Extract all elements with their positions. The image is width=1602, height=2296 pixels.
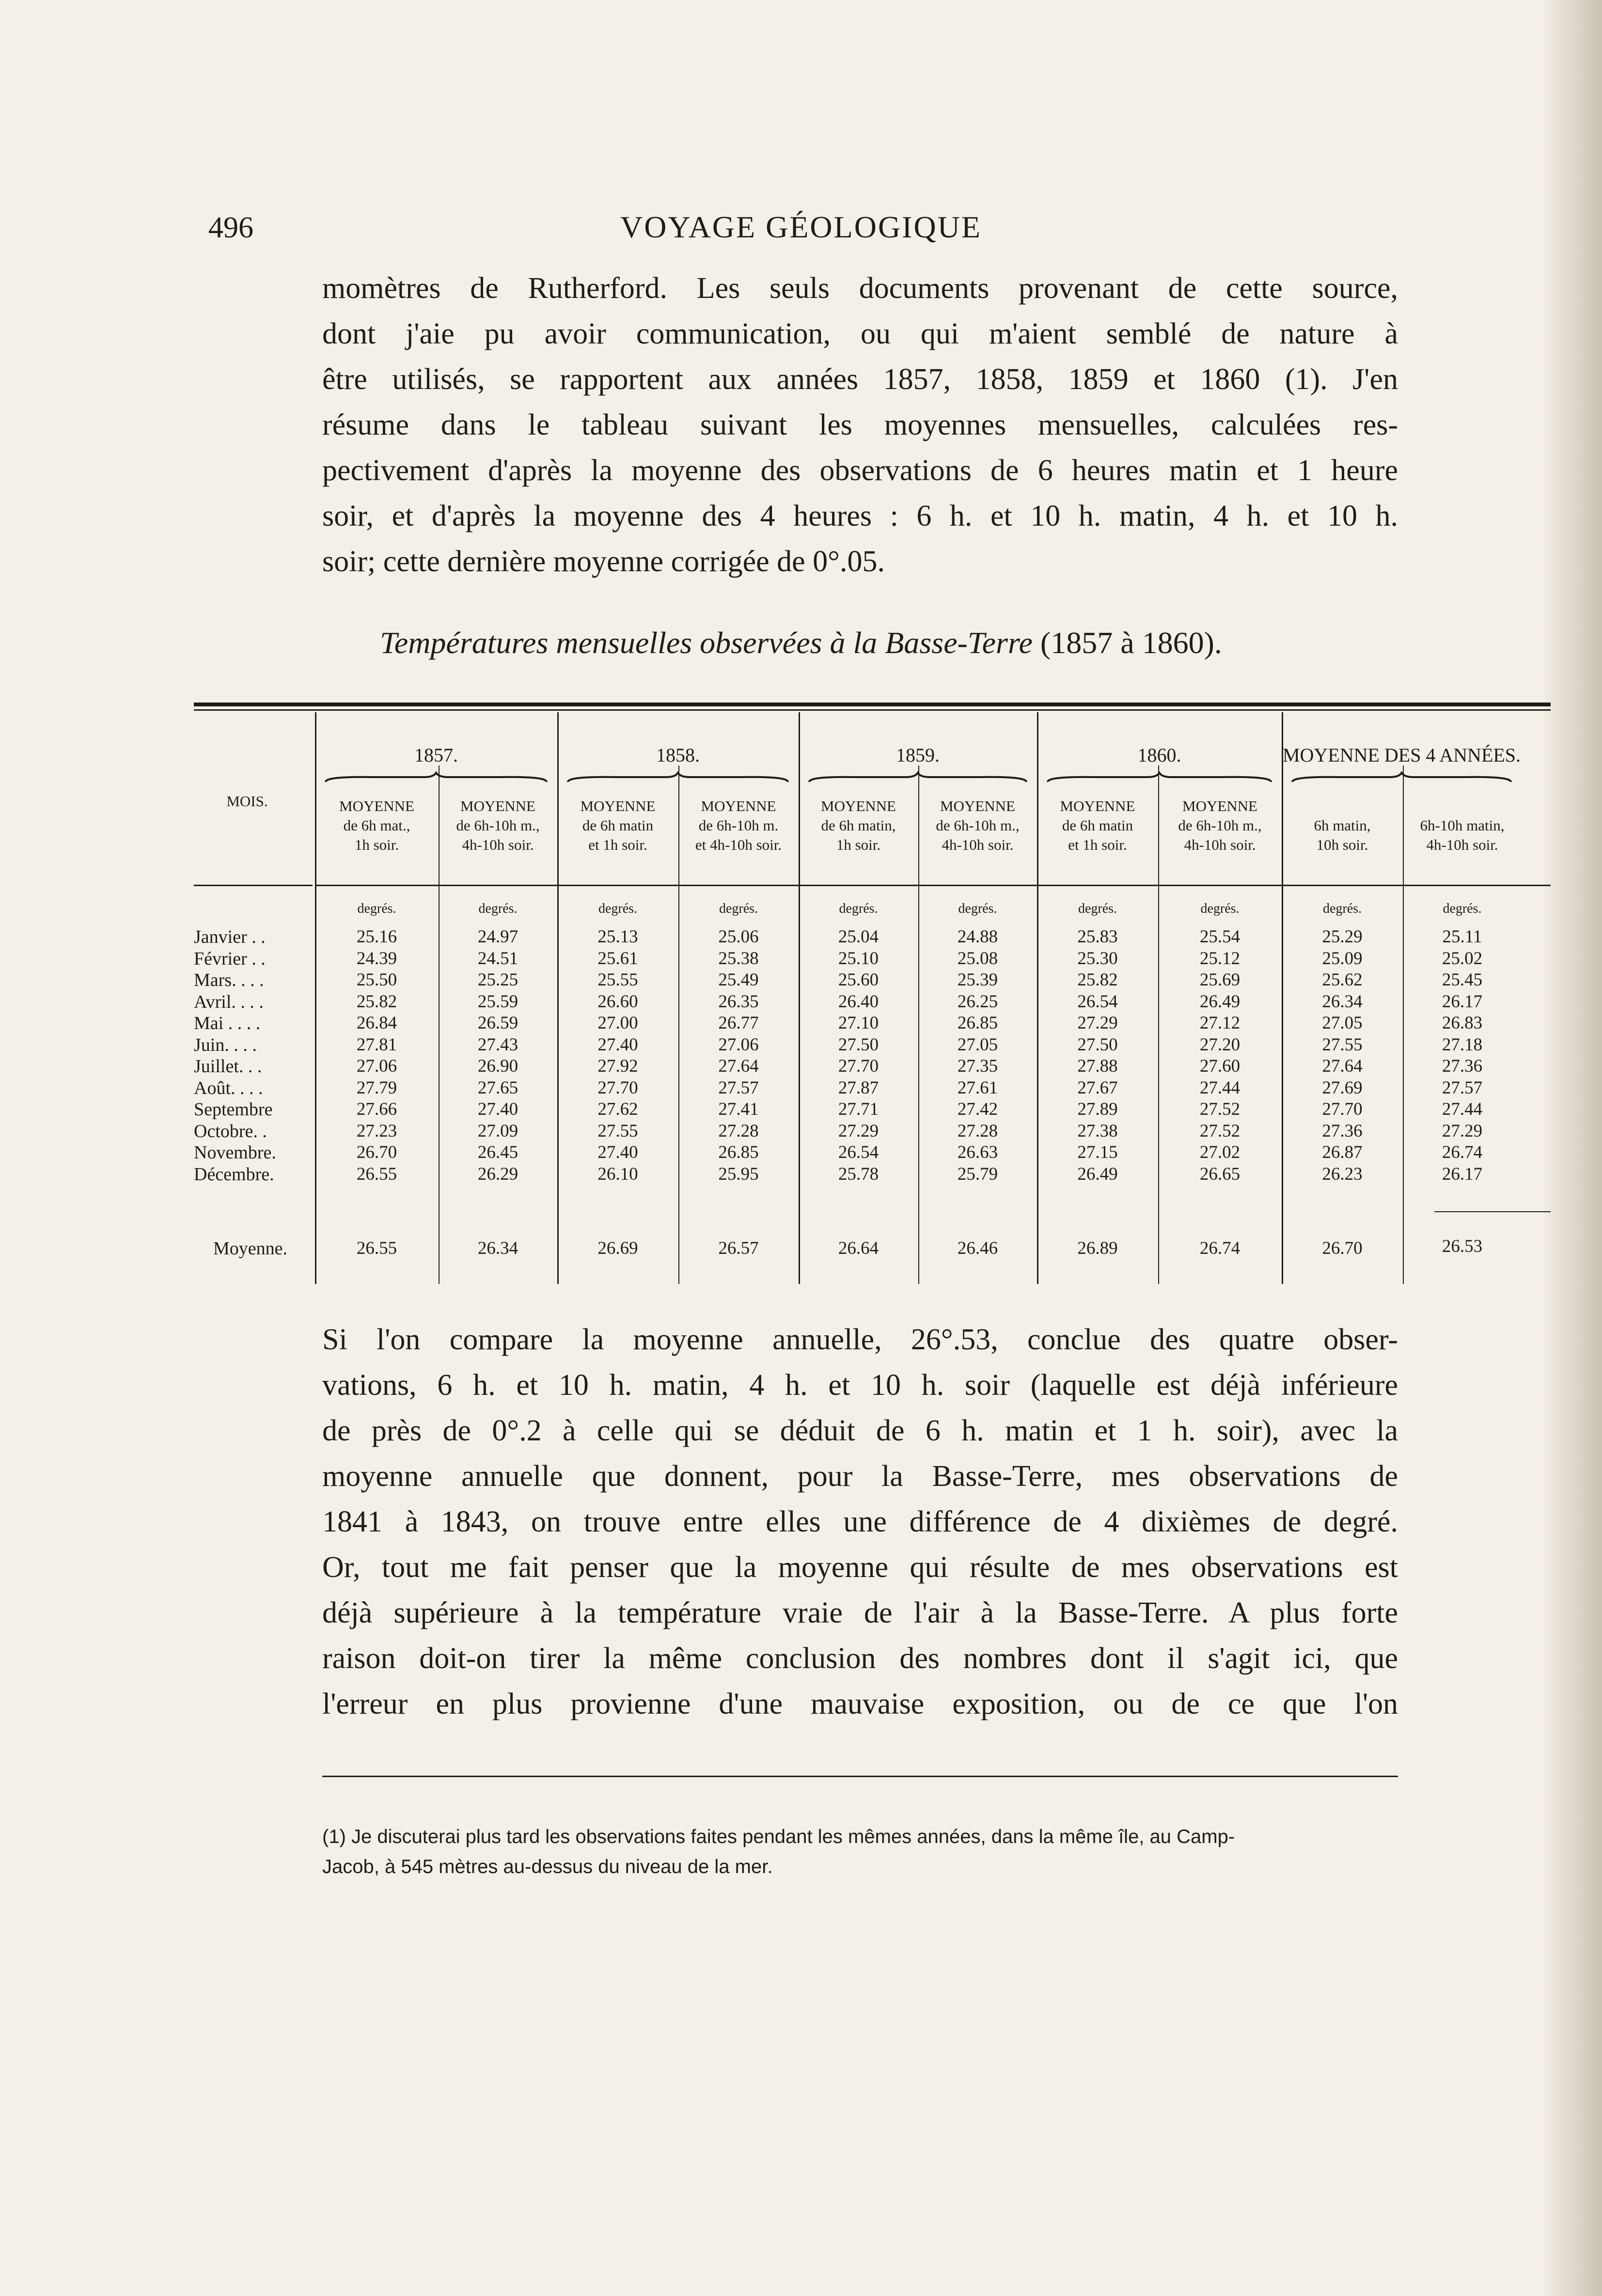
table-cell: 27.57 — [718, 1078, 759, 1098]
table-cell: 25.06 — [718, 927, 759, 947]
table-cell: 27.88 — [1077, 1056, 1118, 1076]
table-month-label: Mai . . . . — [194, 1013, 261, 1033]
table-column-subheader: de 6h-10h m., — [936, 817, 1020, 834]
table-cell: 26.90 — [477, 1056, 518, 1076]
table-column-subheader: et 1h soir. — [1068, 836, 1127, 853]
table-month-label: Mars. . . . — [194, 970, 264, 990]
table-cell: 25.59 — [477, 991, 518, 1012]
footnote-line: (1) Je discuterai plus tard les observations faites pendant les mêmes années, dans la même île, au Camp- — [322, 1826, 1235, 1847]
table-row-header-mois: MOIS. — [226, 793, 268, 810]
table-month-label: Juin. . . . — [194, 1034, 257, 1055]
table-column-subheader: de 6h matin, — [821, 817, 896, 834]
table-cell: 27.64 — [1322, 1056, 1363, 1076]
paragraph-2-line: 1841 à 1843, on trouve entre elles une différence de 4 dixièmes de degré. — [322, 1505, 1398, 1538]
table-cell: 27.29 — [838, 1121, 879, 1141]
table-unit-label: degrés. — [478, 901, 518, 916]
table-year-header: 1857. — [414, 744, 458, 766]
table-cell: 26.84 — [356, 1013, 397, 1033]
table-column-subheader: de 6h matin — [1062, 817, 1133, 834]
running-head: VOYAGE GÉOLOGIQUE — [620, 210, 982, 244]
table-unit-label: degrés. — [719, 901, 758, 916]
paragraph-1-line: dont j'aie pu avoir communication, ou qui m'aient semblé de nature à — [322, 317, 1398, 350]
table-cell: 26.83 — [1442, 1013, 1483, 1033]
table-cell: 25.55 — [597, 970, 638, 990]
table-cell: 25.61 — [597, 948, 638, 968]
table-header-rule — [315, 885, 1551, 886]
table-cell: 27.71 — [838, 1099, 879, 1119]
table-cell: 27.67 — [1077, 1078, 1118, 1098]
table-cell: 26.45 — [477, 1142, 518, 1162]
table-mean-cell: 26.57 — [718, 1238, 759, 1258]
table-cell: 27.10 — [838, 1013, 879, 1033]
table-month-label: Février . . — [194, 948, 266, 969]
table-cell: 27.79 — [356, 1078, 397, 1098]
table-cell: 27.40 — [597, 1142, 638, 1162]
table-cell: 27.69 — [1322, 1078, 1363, 1098]
paragraph-2-line: déjà supérieure à la température vraie de l'air à la Basse-Terre. A plus forte — [322, 1596, 1398, 1629]
table-cell: 27.23 — [356, 1121, 397, 1141]
footnote-line: Jacob, à 545 mètres au-dessus du niveau de la mer. — [322, 1856, 773, 1877]
table-cell: 25.09 — [1322, 948, 1363, 968]
table-cell: 26.54 — [1077, 991, 1118, 1012]
table-cell: 26.85 — [718, 1142, 759, 1162]
table-cell: 26.17 — [1442, 991, 1483, 1012]
table-cell: 26.49 — [1199, 991, 1241, 1012]
table-cell: 25.04 — [838, 927, 879, 947]
table-cell: 27.52 — [1199, 1099, 1241, 1119]
table-cell: 25.38 — [718, 948, 759, 968]
table-column-subheader: MOYENNE — [1182, 797, 1257, 814]
table-cell: 25.83 — [1077, 927, 1118, 947]
table-column-subheader: MOYENNE — [339, 797, 414, 814]
table-cell: 27.65 — [477, 1078, 518, 1098]
table-cell: 26.85 — [957, 1013, 998, 1033]
table-cell: 25.10 — [838, 948, 879, 968]
table-cell: 26.55 — [356, 1164, 397, 1184]
paragraph-1-line: soir, et d'après la moyenne des 4 heures : 6 h. et 10 h. matin, 4 h. et 10 h. — [322, 500, 1398, 532]
page-gutter-shadow — [1544, 0, 1602, 2296]
table-cell: 27.87 — [838, 1078, 879, 1098]
table-cell: 27.44 — [1442, 1099, 1483, 1119]
table-top-rule-thin — [194, 709, 1551, 711]
table-cell: 27.70 — [1322, 1099, 1363, 1119]
table-cell: 26.25 — [957, 991, 998, 1012]
table-cell: 27.20 — [1199, 1034, 1241, 1055]
table-cell: 27.00 — [597, 1013, 638, 1033]
paragraph-2-line: l'erreur en plus provienne d'une mauvaise exposition, ou de ce que l'on — [322, 1687, 1398, 1720]
table-cell: 25.29 — [1322, 927, 1363, 947]
table-cell: 27.61 — [957, 1078, 998, 1098]
paragraph-1-line: soir; cette dernière moyenne corrigée de 0°.05. — [322, 545, 885, 578]
table-cell: 25.12 — [1199, 948, 1241, 968]
table-cell: 27.18 — [1442, 1034, 1483, 1055]
table-cell: 27.38 — [1077, 1121, 1118, 1141]
table-mean-rule — [1434, 1211, 1551, 1212]
table-cell: 27.28 — [957, 1121, 998, 1141]
paragraph-2-line: Si l'on compare la moyenne annuelle, 26°.53, conclue des quatre obser- — [322, 1323, 1398, 1356]
table-month-label: Septembre — [194, 1099, 273, 1120]
table-cell: 27.43 — [477, 1034, 518, 1055]
table-unit-label: degrés. — [958, 901, 997, 916]
table-cell: 27.05 — [957, 1034, 998, 1055]
table-cell: 27.44 — [1199, 1078, 1241, 1098]
table-year-header: 1860. — [1137, 744, 1181, 766]
table-cell: 25.25 — [477, 970, 518, 990]
table-cell: 26.23 — [1322, 1164, 1363, 1184]
table-mean-cell: 26.64 — [838, 1238, 879, 1258]
table-cell: 25.49 — [718, 970, 759, 990]
table-cell: 24.39 — [356, 948, 397, 968]
table-cell: 27.36 — [1442, 1056, 1483, 1076]
paragraph-1-line: être utilisés, se rapportent aux années 1857, 1858, 1859 et 1860 (1). J'en — [322, 363, 1398, 396]
table-cell: 26.74 — [1442, 1142, 1483, 1162]
table-year-brace — [325, 771, 548, 786]
table-column-subheader: 4h-10h soir. — [462, 836, 534, 853]
footnote — [322, 1822, 1398, 1882]
table-cell: 26.34 — [1322, 991, 1363, 1012]
table-cell: 26.35 — [718, 991, 759, 1012]
table-cell: 25.62 — [1322, 970, 1363, 990]
table-cell: 26.10 — [597, 1164, 638, 1184]
table-cell: 27.42 — [957, 1099, 998, 1119]
table-year-brace — [567, 771, 789, 786]
paragraph-2 — [322, 1317, 1398, 1727]
table-column-subheader: MOYENNE — [701, 797, 776, 814]
table-cell: 27.05 — [1322, 1013, 1363, 1033]
paragraph-2-line: moyenne annuelle que donnent, pour la Basse-Terre, mes observations de — [322, 1460, 1398, 1493]
paragraph-2-line: vations, 6 h. et 10 h. matin, 4 h. et 10 h. soir (laquelle est déjà inférieure — [322, 1369, 1398, 1402]
table-cell: 26.59 — [477, 1013, 518, 1033]
table-unit-label: degrés. — [598, 901, 638, 916]
table-caption-title: Températures mensuelles observées à la Basse-Terre — [380, 625, 1033, 660]
page-number: 496 — [208, 211, 253, 244]
table-column-subheader: 4h-10h soir. — [1426, 836, 1498, 853]
table-column-subheader: 6h matin, — [1314, 817, 1371, 834]
table-cell: 27.70 — [597, 1078, 638, 1098]
table-column-subheader: de 6h-10h m., — [456, 817, 540, 834]
table-caption — [0, 625, 1602, 661]
table-top-rule — [194, 703, 1551, 706]
table-cell: 27.64 — [718, 1056, 759, 1076]
table-cell: 27.50 — [838, 1034, 879, 1055]
table-year-brace — [1291, 771, 1512, 786]
table-cell: 27.66 — [356, 1099, 397, 1119]
footnote-separator — [322, 1776, 1398, 1777]
table-header-rule — [194, 885, 313, 886]
table-cell: 27.40 — [597, 1034, 638, 1055]
table-year-brace — [1047, 771, 1272, 786]
table-month-label: Novembre. — [194, 1142, 276, 1163]
table-cell: 26.63 — [957, 1142, 998, 1162]
table-column-subheader: et 4h-10h soir. — [695, 836, 782, 853]
table-mean-cell: 26.53 — [1442, 1236, 1483, 1256]
table-cell: 27.41 — [718, 1099, 759, 1119]
table-column-subheader: 4h-10h soir. — [1184, 836, 1256, 853]
table-column-subheader: MOYENNE — [460, 797, 535, 814]
table-cell: 25.82 — [356, 991, 397, 1012]
table-cell: 27.89 — [1077, 1099, 1118, 1119]
table-column-subheader: 1h soir. — [354, 836, 399, 853]
table-mean-cell: 26.89 — [1077, 1238, 1118, 1258]
table-cell: 25.79 — [957, 1164, 998, 1184]
table-column-subheader: MOYENNE — [940, 797, 1015, 814]
table-month-label: Janvier . . — [194, 927, 266, 947]
table-unit-label: degrés. — [1200, 901, 1240, 916]
table-column-subheader: 10h soir. — [1316, 836, 1368, 853]
table-cell: 25.45 — [1442, 970, 1483, 990]
table-cell: 25.08 — [957, 948, 998, 968]
table-cell: 26.70 — [356, 1142, 397, 1162]
table-column-subheader: de 6h mat., — [343, 817, 410, 834]
table-column-subheader: de 6h matin — [582, 817, 654, 834]
table-cell: 26.54 — [838, 1142, 879, 1162]
table-cell: 27.35 — [957, 1056, 998, 1076]
table-cell: 25.60 — [838, 970, 879, 990]
table-cell: 26.40 — [838, 991, 879, 1012]
table-cell: 27.81 — [356, 1034, 397, 1055]
table-column-subheader: 6h-10h matin, — [1420, 817, 1505, 834]
table-cell: 26.49 — [1077, 1164, 1118, 1184]
table-cell: 27.09 — [477, 1121, 518, 1141]
table-unit-label: degrés. — [1322, 901, 1362, 916]
table-cell: 25.54 — [1199, 927, 1241, 947]
table-cell: 25.82 — [1077, 970, 1118, 990]
table-mean-label: Moyenne. — [213, 1238, 288, 1259]
paragraph-1 — [322, 266, 1398, 584]
table-cell: 27.55 — [597, 1121, 638, 1141]
table-cell: 24.88 — [957, 927, 998, 947]
table-cell: 26.77 — [718, 1013, 759, 1033]
paragraph-2-line: Or, tout me fait penser que la moyenne qui résulte de mes observations est — [322, 1551, 1398, 1584]
table-cell: 27.50 — [1077, 1034, 1118, 1055]
table-cell: 24.97 — [477, 927, 518, 947]
table-cell: 27.36 — [1322, 1121, 1363, 1141]
table-cell: 26.65 — [1199, 1164, 1241, 1184]
table-cell: 26.29 — [477, 1164, 518, 1184]
table-year-header: 1859. — [896, 744, 940, 766]
table-column-subheader: et 1h soir. — [588, 836, 647, 853]
table-unit-label: degrés. — [839, 901, 878, 916]
table-cell: 27.12 — [1199, 1013, 1241, 1033]
table-cell: 25.69 — [1199, 970, 1241, 990]
table-month-label: Août. . . . — [194, 1078, 263, 1098]
table-mean-cell: 26.74 — [1199, 1238, 1241, 1258]
table-year-header: 1858. — [656, 744, 700, 766]
table-year-header: MOYENNE DES 4 ANNÉES. — [1282, 744, 1521, 766]
table-cell: 26.17 — [1442, 1164, 1483, 1184]
table-unit-label: degrés. — [1078, 901, 1117, 916]
table-cell: 24.51 — [477, 948, 518, 968]
paragraph-2-line: de près de 0°.2 à celle qui se déduit de 6 h. matin et 1 h. soir), avec la — [322, 1414, 1398, 1447]
table-cell: 27.55 — [1322, 1034, 1363, 1055]
table-cell: 27.29 — [1442, 1121, 1483, 1141]
table-month-label: Avril. . . . — [194, 991, 264, 1012]
table-mean-cell: 26.55 — [356, 1238, 397, 1258]
table-month-label: Décembre. — [194, 1164, 274, 1185]
table-cell: 27.70 — [838, 1056, 879, 1076]
table-cell: 27.06 — [356, 1056, 397, 1076]
table-cell: 25.78 — [838, 1164, 879, 1184]
paragraph-2-line: raison doit-on tirer la même conclusion des nombres dont il s'agit ici, que — [322, 1642, 1398, 1675]
table-cell: 25.11 — [1442, 927, 1482, 947]
table-month-label: Juillet. . . — [194, 1056, 262, 1077]
table-cell: 25.13 — [597, 927, 638, 947]
table-mean-cell: 26.46 — [957, 1238, 998, 1258]
table-cell: 27.60 — [1199, 1056, 1241, 1076]
table-year-brace — [808, 771, 1027, 786]
table-column-subheader: 1h soir. — [836, 836, 881, 853]
table-cell: 27.06 — [718, 1034, 759, 1055]
table-column-subheader: MOYENNE — [1060, 797, 1135, 814]
paragraph-1-line: momètres de Rutherford. Les seuls documents provenant de cette source, — [322, 272, 1398, 305]
table-cell: 27.02 — [1199, 1142, 1241, 1162]
table-column-subheader: MOYENNE — [821, 797, 896, 814]
table-cell: 26.60 — [597, 991, 638, 1012]
table-cell: 25.02 — [1442, 948, 1483, 968]
table-cell: 27.28 — [718, 1121, 759, 1141]
table-column-subheader: de 6h-10h m. — [698, 817, 779, 834]
table-unit-label: degrés. — [1443, 901, 1482, 916]
table-cell: 27.15 — [1077, 1142, 1118, 1162]
table-cell: 27.52 — [1199, 1121, 1241, 1141]
table-mean-cell: 26.34 — [477, 1238, 518, 1258]
table-column-subheader: MOYENNE — [580, 797, 656, 814]
paragraph-1-line: résume dans le tableau suivant les moyennes mensuelles, calculées res- — [322, 408, 1398, 441]
table-cell: 25.30 — [1077, 948, 1118, 968]
table-mean-cell: 26.70 — [1322, 1238, 1363, 1258]
table-cell: 25.50 — [356, 970, 397, 990]
table-cell: 27.29 — [1077, 1013, 1118, 1033]
table-unit-label: degrés. — [357, 901, 396, 916]
table-cell: 27.62 — [597, 1099, 638, 1119]
paragraph-1-line: pectivement d'après la moyenne des observations de 6 heures matin et 1 heure — [322, 454, 1398, 487]
table-cell: 25.39 — [957, 970, 998, 990]
table-column-subheader: 4h-10h soir. — [942, 836, 1014, 853]
table-cell: 27.57 — [1442, 1078, 1483, 1098]
table-caption-years: (1857 à 1860). — [1040, 625, 1222, 660]
table-cell: 27.92 — [597, 1056, 638, 1076]
table-column-subheader: de 6h-10h m., — [1178, 817, 1262, 834]
table-mean-cell: 26.69 — [597, 1238, 638, 1258]
table-cell: 25.16 — [356, 927, 397, 947]
table-cell: 25.95 — [718, 1164, 759, 1184]
table-cell: 27.40 — [477, 1099, 518, 1119]
table-cell: 26.87 — [1322, 1142, 1363, 1162]
table-month-label: Octobre. . — [194, 1121, 267, 1141]
